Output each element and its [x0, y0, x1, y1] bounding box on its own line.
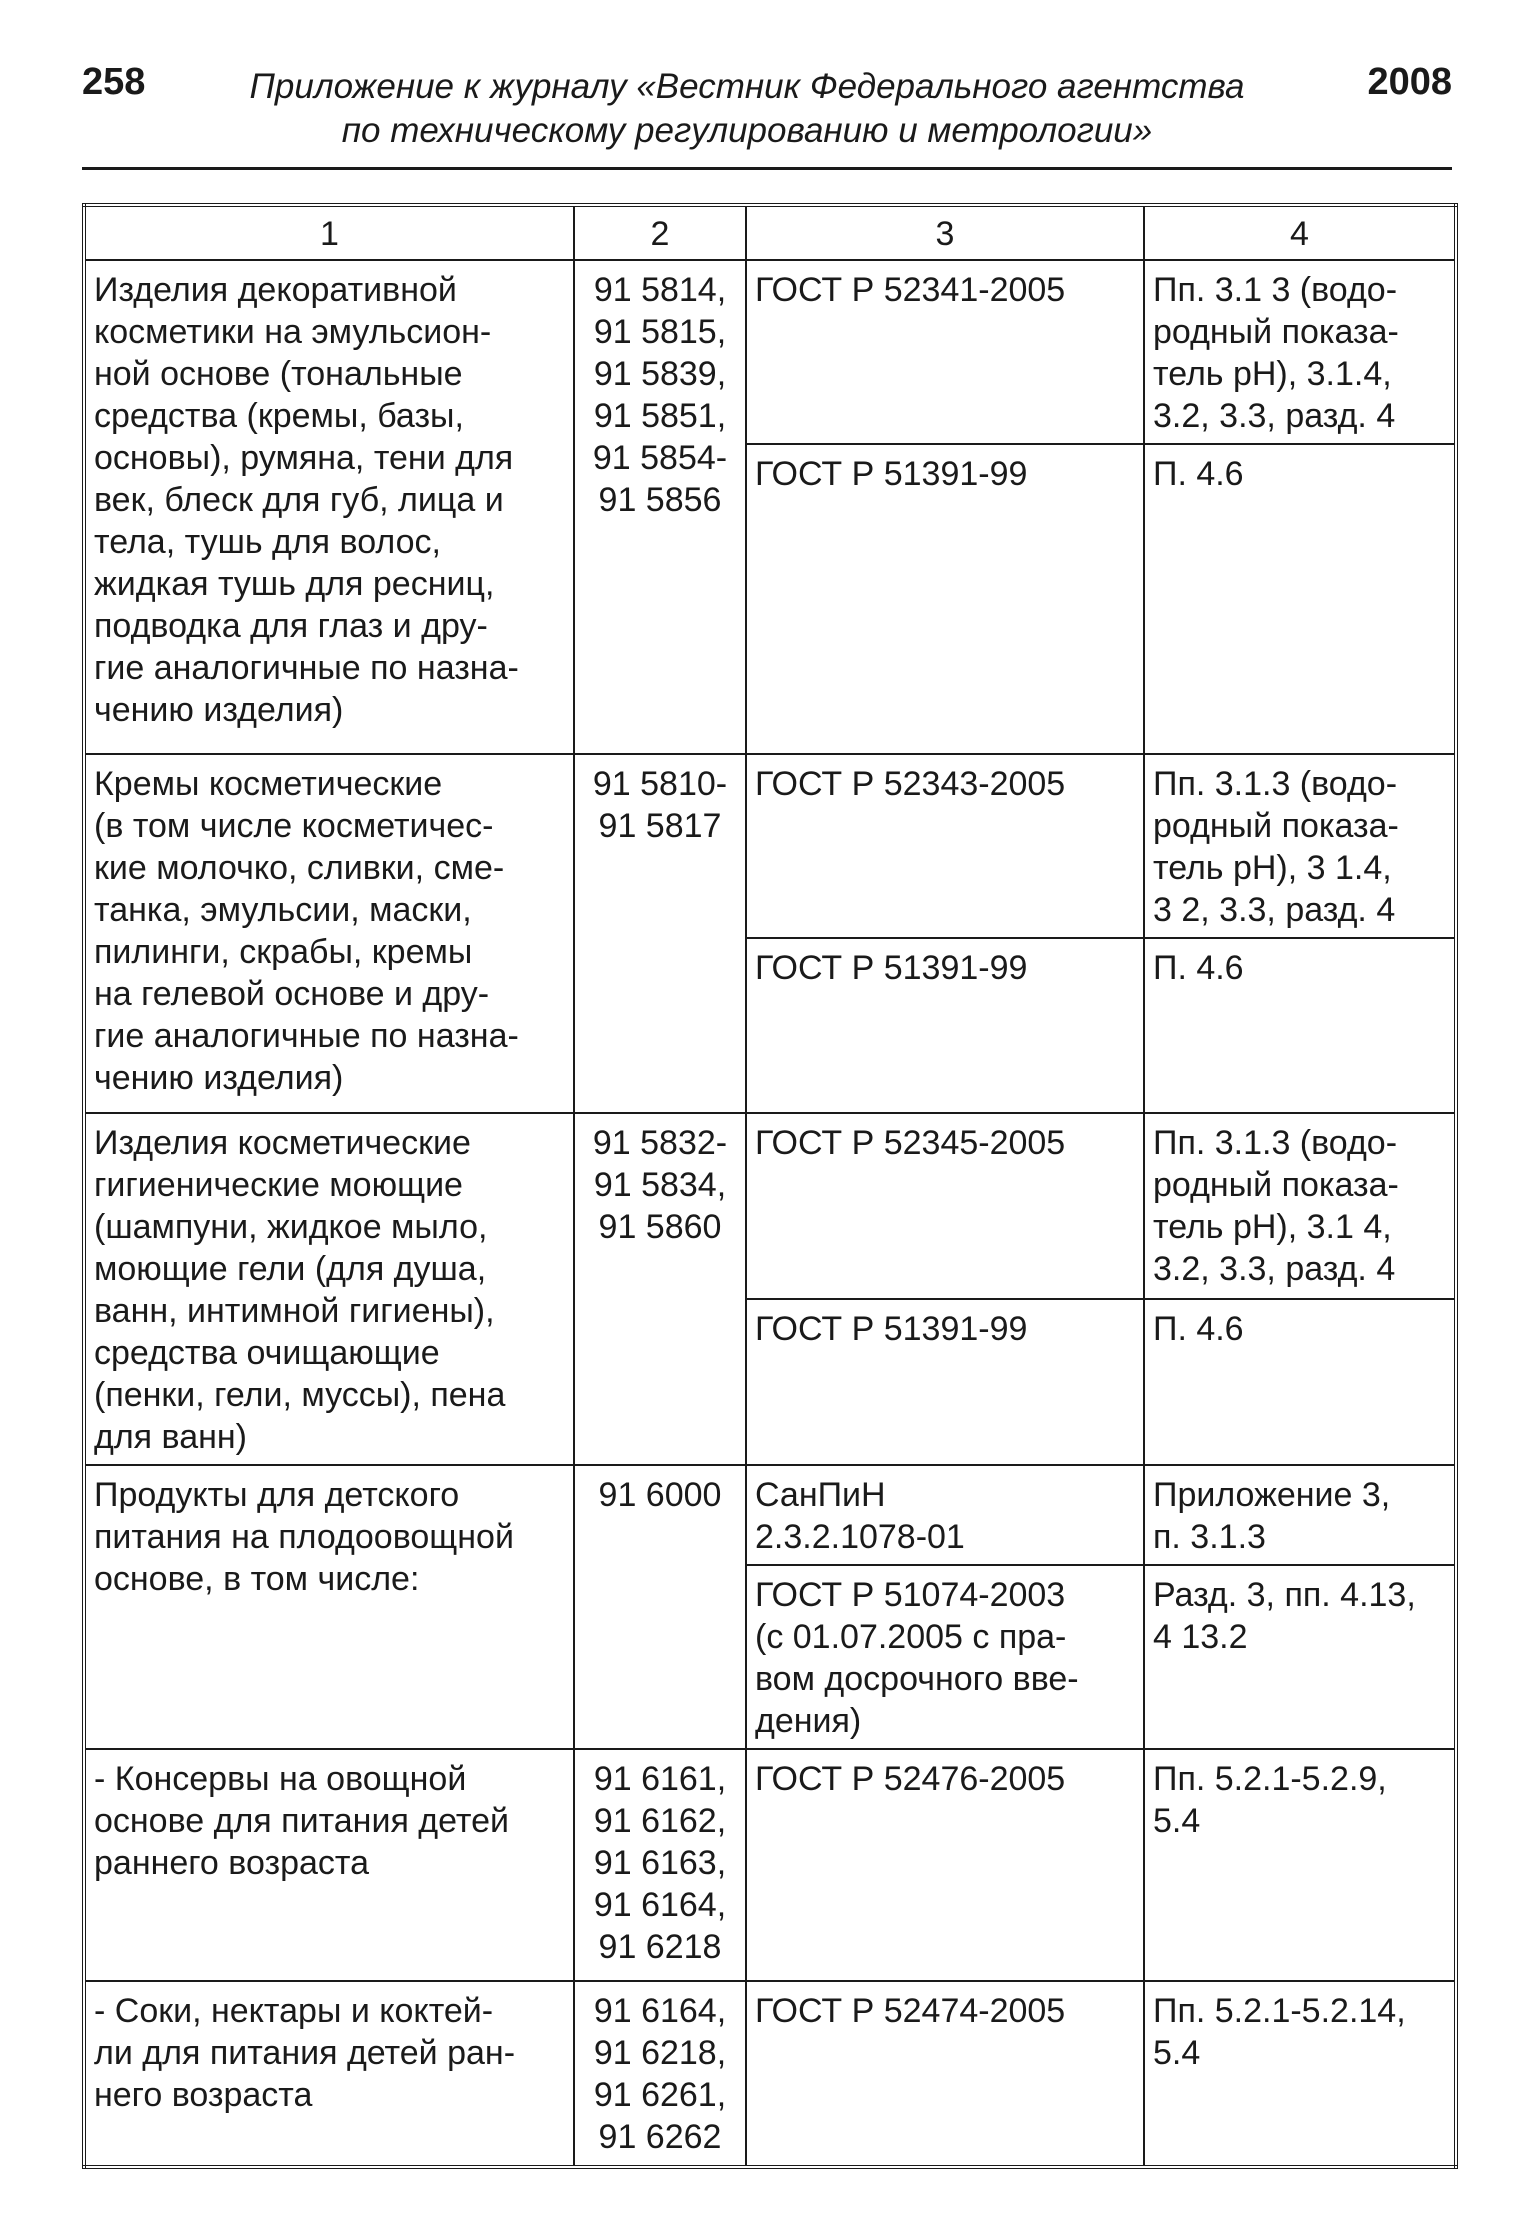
clauses-cell: Пп. 3.1 3 (водо- родный показа- тель pH), 3.1.4, 3.2, 3.3, разд. 4: [1144, 260, 1456, 444]
standard-cell: ГОСТ Р 52341-2005: [746, 260, 1144, 444]
codes-cell: 91 6161, 91 6162, 91 6163, 91 6164, 91 6218: [574, 1749, 746, 1981]
journal-title-line-2: по техническому регулированию и метрологии»: [341, 111, 1153, 150]
standard-cell: ГОСТ Р 52474-2005: [746, 1981, 1144, 2167]
header-rule: [82, 167, 1452, 170]
clauses-cell: П. 4.6: [1144, 938, 1456, 1113]
standard-cell: ГОСТ Р 52345-2005: [746, 1113, 1144, 1299]
table-row: [84, 1749, 1456, 1981]
standard-cell: ГОСТ Р 52343-2005: [746, 754, 1144, 938]
codes-cell: 91 5814, 91 5815, 91 5839, 91 5851, 91 5854- 91 5856: [574, 260, 746, 754]
standard-cell: ГОСТ Р 52476-2005: [746, 1749, 1144, 1981]
standard-cell: ГОСТ Р 51391-99: [746, 444, 1144, 754]
codes-cell: 91 6164, 91 6218, 91 6261, 91 6262: [574, 1981, 746, 2167]
product-cell: Изделия декоративной косметики на эмульсион- ной основе (тональные средства (кремы, базы, основы), румяна, тени для век, блеск для губ, лица и тела, тушь для волос, жидкая тушь для ресниц, подводка для глаз и дру- гие аналогичные по назна- чению изделия): [84, 260, 574, 754]
table-row: [84, 1465, 1456, 1565]
journal-title: [192, 65, 1302, 153]
codes-cell: 91 6000: [574, 1465, 746, 1749]
table-row: [84, 754, 1456, 938]
column-header-2: 2: [574, 205, 746, 260]
standard-cell: ГОСТ Р 51391-99: [746, 938, 1144, 1113]
column-header-1: 1: [84, 205, 574, 260]
clauses-cell: Разд. 3, пп. 4.13, 4 13.2: [1144, 1565, 1456, 1749]
clauses-cell: Пп. 3.1.3 (водо- родный показа- тель pH), 3 1.4, 3 2, 3.3, разд. 4: [1144, 754, 1456, 938]
page-header: [82, 55, 1452, 165]
clauses-cell: Пп. 5.2.1-5.2.14, 5.4: [1144, 1981, 1456, 2167]
product-cell: - Консервы на овощной основе для питания детей раннего возраста: [84, 1749, 574, 1981]
product-cell: Продукты для детского питания на плодоовощной основе, в том числе:: [84, 1465, 574, 1749]
journal-title-line-1: Приложение к журналу «Вестник Федерального агентства: [249, 67, 1245, 106]
clauses-cell: П. 4.6: [1144, 1299, 1456, 1465]
table-row: [84, 1113, 1456, 1299]
clauses-cell: Приложение 3, п. 3.1.3: [1144, 1465, 1456, 1565]
codes-cell: 91 5832- 91 5834, 91 5860: [574, 1113, 746, 1465]
product-cell: Кремы косметические (в том числе косметичес- кие молочко, сливки, сме- танка, эмульсии, маски, пилинги, скрабы, кремы на гелевой основе и дру- гие аналогичные по назна- чению изделия): [84, 754, 574, 1113]
page-number: 258: [82, 61, 146, 103]
year: 2008: [1367, 61, 1452, 103]
standards-table: [82, 203, 1458, 2169]
table-header-row: [84, 205, 1456, 260]
product-cell: Изделия косметические гигиенические моющие (шампуни, жидкое мыло, моющие гели (для душа, ванн, интимной гигиены), средства очищающие (пенки, гели, муссы), пена для ванн): [84, 1113, 574, 1465]
clauses-cell: Пп. 3.1.3 (водо- родный показа- тель pH), 3.1 4, 3.2, 3.3, разд. 4: [1144, 1113, 1456, 1299]
table-row: [84, 1981, 1456, 2167]
standard-cell: ГОСТ Р 51074-2003 (с 01.07.2005 с пра- вом досрочного вве- дения): [746, 1565, 1144, 1749]
codes-cell: 91 5810- 91 5817: [574, 754, 746, 1113]
standard-cell: СанПиН 2.3.2.1078-01: [746, 1465, 1144, 1565]
product-cell: - Соки, нектары и коктей- ли для питания детей ран- него возраста: [84, 1981, 574, 2167]
column-header-4: 4: [1144, 205, 1456, 260]
standard-cell: ГОСТ Р 51391-99: [746, 1299, 1144, 1465]
column-header-3: 3: [746, 205, 1144, 260]
clauses-cell: П. 4.6: [1144, 444, 1456, 754]
table-row: [84, 260, 1456, 444]
clauses-cell: Пп. 5.2.1-5.2.9, 5.4: [1144, 1749, 1456, 1981]
